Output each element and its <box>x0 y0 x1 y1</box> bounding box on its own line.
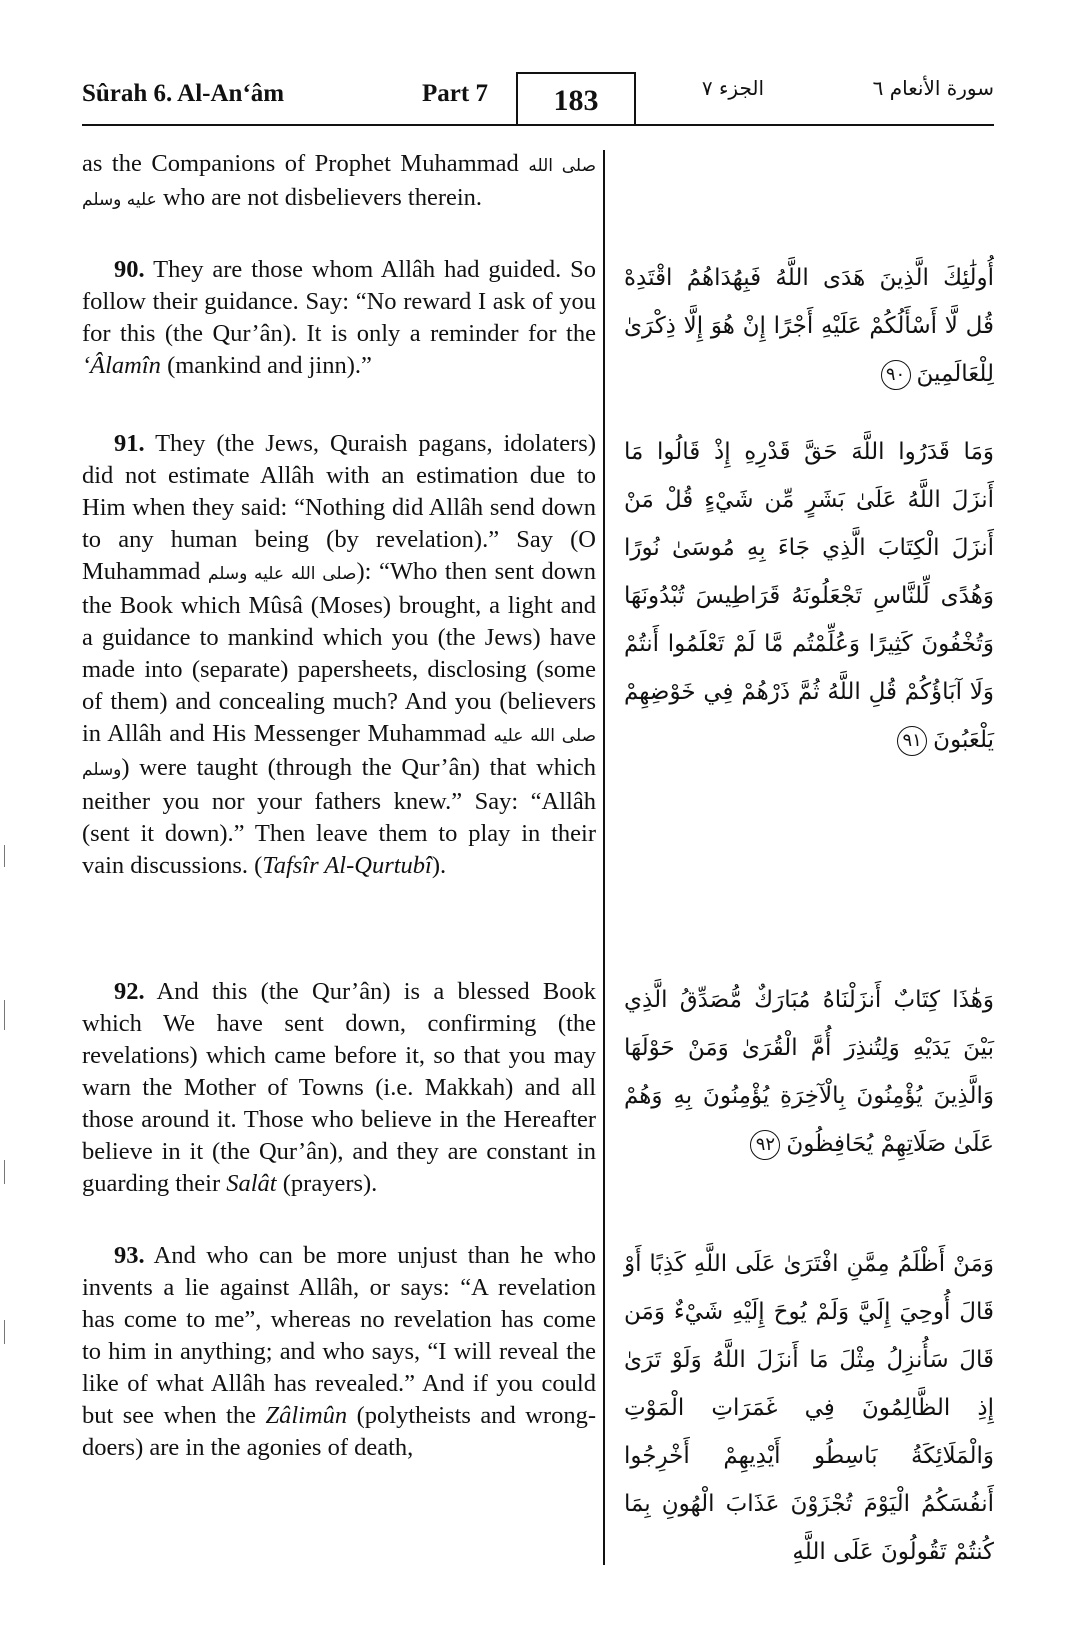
english-verse-92: 92. And this (the Qur’ân) is a blessed Book which We have sent down, confirming (the revelations) which came before it, so that you may warn the Mother of Towns (i.e. Makkah) and all those around it. Those who believe in the Hereafter believe in it (the Qur’ân), and they are constant in guarding their Salât (prayers). <box>82 978 596 1197</box>
english-verse-91: 91. They (the Jews, Quraish pagans, idolaters) did not estimate Allâh with an estimation due to Him when they said: “Nothing did Allâh send down to any human being (by revelation).” Say (O Muhammad صلى الله عليه وسلم): “Who then sent down the Book which Mûsâ (Moses) brought, a light and a guidance to mankind which you (the Jews) have made into (separate) papersheets, disclosing (some of them) and concealing much? And you (believers in Allâh and His Messenger Muhammad صلى الله عليه وسلم) were taught (through the Qur’ân) that which neither you nor your fathers knew.” Say: “Allâh (sent it down).” Then leave them to play in their vain discussions. (Tafsîr Al-Qurtubî). <box>82 430 597 879</box>
part-label-english: Part 7 <box>422 80 488 107</box>
arabic-verse-90: أُولَٰئِكَ الَّذِينَ هَدَى اللَّهُ فَبِهُدَاهُمُ اقْتَدِهْ قُل لَّا أَسْأَلُكُمْ عَلَيْهِ أَجْرًا إِنْ هُوَ إِلَّا ذِكْرَىٰ لِلْعَالَمِينَ٩٠ <box>624 254 994 398</box>
english-verse-90: 90. They are those whom Allâh had guided. So follow their guidance. Say: “No reward I ask of you for this (the Qur’ân). It is only a reminder for the ‘Âlamîn (mankind and jinn).” <box>82 256 596 379</box>
scan-mark <box>4 1160 5 1184</box>
arabic-verse-91: وَمَا قَدَرُوا اللَّهَ حَقَّ قَدْرِهِ إِذْ قَالُوا مَا أَنزَلَ اللَّهُ عَلَىٰ بَشَرٍ مِّن شَيْءٍ قُلْ مَنْ أَنزَلَ الْكِتَابَ الَّذِي جَاءَ بِهِ مُوسَىٰ نُورًا وَهُدًى لِّلنَّاسِ تَجْعَلُونَهُ قَرَاطِيسَ تُبْدُونَهَا وَتُخْفُونَ كَثِيرًا وَعُلِّمْتُم مَّا لَمْ تَعْلَمُوا أَنتُمْ وَلَا آبَاؤُكُمْ قُلِ اللَّهُ ثُمَّ ذَرْهُمْ فِي خَوْضِهِمْ يَلْعَبُونَ٩١ <box>624 428 994 764</box>
surah-title-english: Sûrah 6. Al-An‘âm <box>82 80 285 107</box>
salawat-inline: صلى الله عليه وسلم <box>82 726 597 780</box>
verse-number: 91. <box>114 430 145 457</box>
ayah-marker: ٩١ <box>897 726 927 756</box>
verse-number: 90. <box>114 256 145 283</box>
verse-number: 92. <box>114 978 145 1005</box>
english-verse-93: 93. And who can be more unjust than he who invents a lie against Allâh, or says: “A revelation has come to me”, whereas no revelation has come to him in anything; and who says, “I will reveal the like of what Allâh has revealed.” And if you could but see when the Zâlimûn (polytheists and wrong-doers) are in the agonies of death, <box>82 1242 596 1461</box>
page-header <box>82 64 994 126</box>
salawat-inline: صلى الله عليه وسلم <box>207 564 357 584</box>
part-label-arabic: الجزء ٧ <box>701 76 764 100</box>
ayah-marker: ٩٢ <box>750 1130 780 1160</box>
arabic-verse-92: وَهَٰذَا كِتَابٌ أَنزَلْنَاهُ مُبَارَكٌ مُّصَدِّقُ الَّذِي بَيْنَ يَدَيْهِ وَلِتُنذِرَ أُمَّ الْقُرَىٰ وَمَنْ حَوْلَهَا وَالَّذِينَ يُؤْمِنُونَ بِالْآخِرَةِ يُؤْمِنُونَ بِهِ وَهُمْ عَلَىٰ صَلَاتِهِمْ يُحَافِظُونَ٩٢ <box>624 976 994 1168</box>
column-divider <box>603 150 605 1565</box>
scan-mark <box>4 845 5 867</box>
scan-mark <box>4 1320 5 1344</box>
ayah-marker: ٩٠ <box>881 360 911 390</box>
scan-mark <box>4 1000 5 1030</box>
verse-number: 93. <box>114 1242 145 1269</box>
arabic-verse-93: وَمَنْ أَظْلَمُ مِمَّنِ افْتَرَىٰ عَلَى اللَّهِ كَذِبًا أَوْ قَالَ أُوحِيَ إِلَيَّ وَلَمْ يُوحَ إِلَيْهِ شَيْءٌ وَمَن قَالَ سَأُنزِلُ مِثْلَ مَا أَنزَلَ اللَّهُ وَلَوْ تَرَىٰ إِذِ الظَّالِمُونَ فِي غَمَرَاتِ الْمَوْتِ وَالْمَلَائِكَةُ بَاسِطُو أَيْدِيهِمْ أَخْرِجُوا أَنفُسَكُمُ الْيَوْمَ تُجْزَوْنَ عَذَابَ الْهُونِ بِمَا كُنتُمْ تَقُولُونَ عَلَى اللَّهِ <box>624 1251 994 1565</box>
page-number: 183 <box>516 72 636 126</box>
english-continuation: as the Companions of Prophet Muhammad صلى الله عليه وسلم who are not disbelievers therein. <box>82 150 596 211</box>
salawat-inline: صلى الله عليه وسلم <box>82 156 596 210</box>
surah-title-arabic: سورة الأنعام ٦ <box>872 76 994 100</box>
